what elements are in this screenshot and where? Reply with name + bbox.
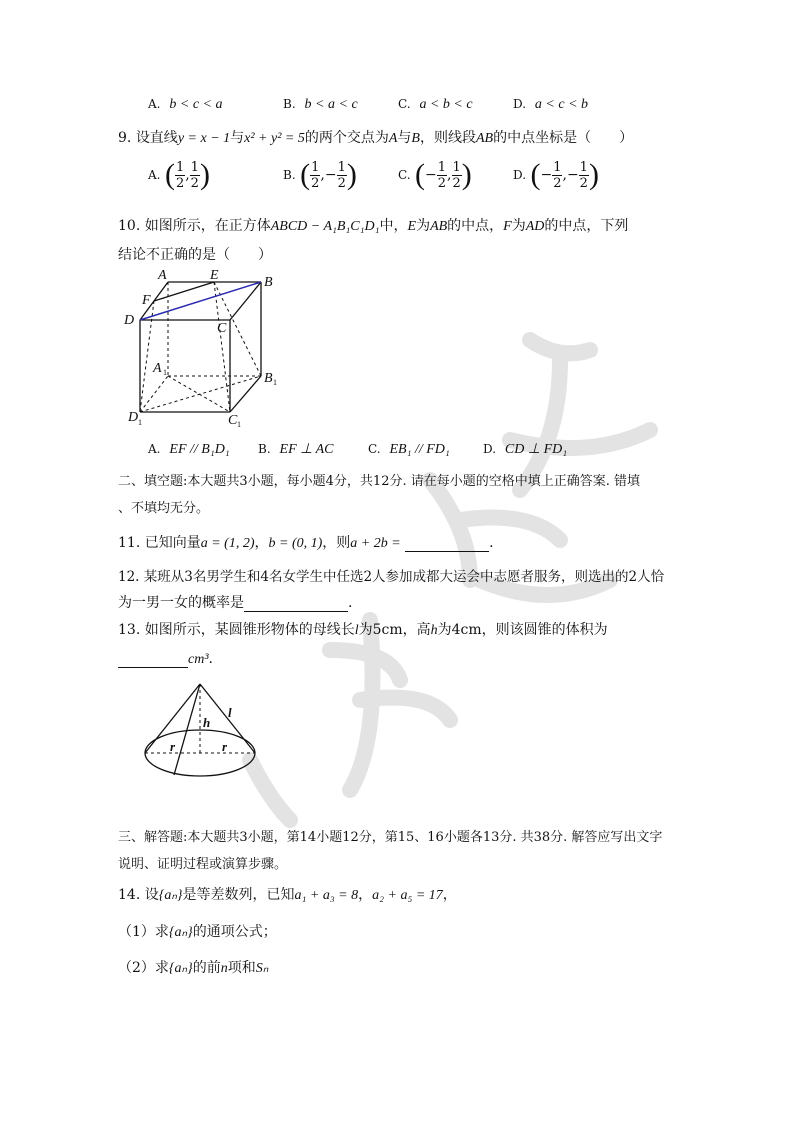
q10-option-c: C. EB₁ // FD₁: [368, 442, 450, 457]
q13-answer-blank[interactable]: [118, 653, 188, 668]
svg-text:1: 1: [138, 418, 142, 427]
svg-text:1: 1: [163, 368, 167, 377]
q8-option-a: A. b < c < a: [148, 97, 223, 112]
q11-answer-blank[interactable]: [405, 537, 489, 552]
label-E: E: [210, 268, 219, 283]
cone-label-r-right: r: [222, 739, 228, 754]
section2-heading-line1: 二、填空题:本大题共3小题，每小题4分，共12分. 请在每小题的空格中填上正确答案. 错填: [118, 474, 640, 489]
q12-stem-line1: 12. 某班从3名男学生和4名女学生中任选2人参加成都大运会中志愿者服务，则选出的2人恰: [118, 569, 665, 585]
q10-stem-line2: 结论不正确的是（ ）: [118, 247, 272, 263]
cone-figure: [140, 675, 270, 790]
q9-stem: 9. 设直线y = x − 1与x² + y² = 5的两个交点为A与B，则线段AB的中点坐标是（ ）: [118, 130, 634, 146]
q9-option-c: C. (− $\frac{1}{2}$ , $\frac{1}{2}$ ): [398, 158, 472, 191]
q8-option-b: B. b < a < c: [283, 97, 358, 112]
cube-figure: [120, 268, 290, 433]
q14-part1: （1）求{aₙ}的通项公式；: [118, 924, 277, 940]
section3-heading-line2: 说明、证明过程或演算步骤。: [118, 857, 288, 872]
q10-stem-line1: 10. 如图所示，在正方体ABCD − A₁B₁C₁D₁中，E为AB的中点，F为AD的中点，下列: [118, 218, 629, 234]
q10-option-a: A. EF // B₁D₁: [148, 442, 230, 457]
cone-label-h: h: [203, 715, 211, 730]
label-D1: D: [128, 410, 139, 425]
label-B: B: [264, 275, 273, 290]
q9-option-b: B. ( $\frac{1}{2}$ ,− $\frac{1}{2}$ ): [283, 158, 357, 191]
label-F: F: [142, 293, 151, 308]
label-A1: A: [153, 361, 162, 376]
q10-option-d: D. CD ⊥ FD₁: [483, 442, 568, 457]
q9-option-a: A. ( $\frac{1}{2}$ , $\frac{1}{2}$ ): [148, 158, 210, 191]
label-C1: C: [228, 413, 238, 428]
q8-option-c: C. a < b < c: [398, 97, 473, 112]
svg-text:1: 1: [273, 378, 277, 387]
section3-heading-line1: 三、解答题:本大题共3小题，第14小题12分，第15、16小题各13分. 共38分. 解答应写出文字: [118, 830, 663, 845]
label-C: C: [217, 321, 227, 336]
label-D: D: [124, 313, 135, 328]
label-B1: B: [264, 371, 273, 386]
q12-stem-line2: 为一男一女的概率是 .: [118, 595, 353, 611]
section2-heading-line2: 、不填均无分。: [118, 501, 210, 516]
cone-label-r-left: r: [170, 739, 176, 754]
q13-stem-line1: 13. 如图所示，某圆锥形物体的母线长l为5cm，高h为4cm，则该圆锥的体积为: [118, 622, 608, 638]
q14-stem: 14. 设{aₙ}是等差数列，已知a₁ + a₃ = 8，a₂ + a₅ = 17，: [118, 887, 457, 903]
q12-answer-blank[interactable]: [244, 597, 348, 612]
q14-part2: （2）求{aₙ}的前n项和Sₙ: [118, 960, 269, 976]
label-A: A: [158, 268, 167, 283]
q13-stem-line2: cm³.: [118, 651, 213, 668]
cone-label-l: l: [228, 705, 232, 720]
svg-text:1: 1: [237, 420, 241, 429]
q11-stem: 11. 已知向量a = (1, 2)，b = (0, 1)，则a + 2b = .: [118, 535, 494, 551]
q9-option-d: D. (− $\frac{1}{2}$ ,− $\frac{1}{2}$ ): [513, 158, 599, 191]
q10-option-b: B. EF ⊥ AC: [258, 442, 334, 457]
q8-option-d: D. a < c < b: [513, 97, 589, 112]
